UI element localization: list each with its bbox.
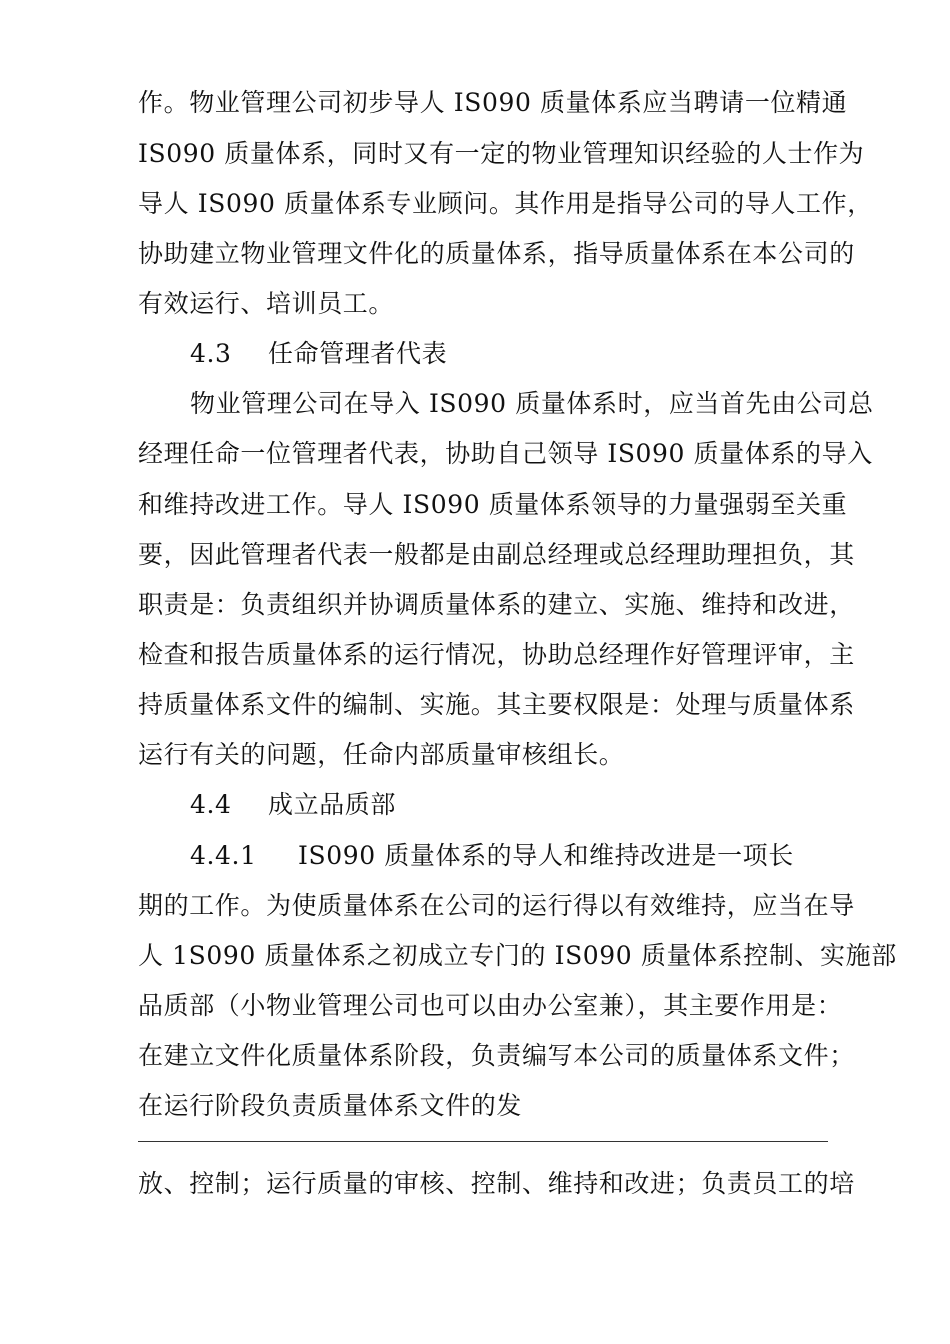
section-number: 4.3: [190, 339, 232, 368]
text-line: 放、控制；运行质量的审核、控制、维持和改进；负责员工的培: [138, 1169, 855, 1198]
text-line: 运行有关的问题，任命内部质量审核组长。: [138, 740, 625, 769]
section-heading-4-4: [190, 790, 396, 820]
text-line: 品质部（小物业管理公司也可以由办公室兼），其主要作用是：: [138, 991, 843, 1020]
text-line: 协助建立物业管理文件化的质量体系，指导质量体系在本公司的: [138, 239, 855, 268]
section-title: 成立品质部: [268, 790, 397, 819]
text-line: 经理任命一位管理者代表，协助自己领导 IS090 质量体系的导入: [138, 439, 873, 468]
text-line: 职责是：负责组织并协调质量体系的建立、实施、维持和改进，: [138, 590, 855, 619]
section-number: 4.4: [190, 790, 232, 819]
text-line: 持质量体系文件的编制、实施。其主要权限是：处理与质量体系: [138, 690, 855, 719]
text-line: 在建立文件化质量体系阶段，负责编写本公司的质量体系文件；: [138, 1041, 855, 1070]
text-line: 导人 IS090 质量体系专业顾问。其作用是指导公司的导人工作，: [138, 189, 873, 218]
text-line: 物业管理公司在导入 IS090 质量体系时，应当首先由公司总: [190, 389, 874, 418]
text-line: IS090 质量体系，同时又有一定的物业管理知识经验的人士作为: [138, 139, 865, 168]
text-line: 人 1S090 质量体系之初成立专门的 IS090 质量体系控制、实施部: [138, 941, 897, 970]
page-break-rule: [138, 1141, 828, 1142]
section-title: IS090 质量体系的导人和维持改进是一项长: [298, 841, 794, 870]
text-line: 有效运行、培训员工。: [138, 289, 395, 318]
text-line: 作。物业管理公司初步导人 IS090 质量体系应当聘请一位精通: [138, 88, 848, 117]
text-line: 期的工作。为使质量体系在公司的运行得以有效维持，应当在导: [138, 891, 855, 920]
text-line: 检查和报告质量体系的运行情况，协助总经理作好管理评审，主: [138, 640, 855, 669]
section-heading-4-4-1: [190, 841, 794, 871]
section-heading-4-3: [190, 339, 447, 369]
text-line: 在运行阶段负责质量体系文件的发: [138, 1091, 523, 1120]
section-title: 任命管理者代表: [268, 339, 448, 368]
text-line: 和维持改进工作。导人 IS090 质量体系领导的力量强弱至关重: [138, 490, 848, 519]
text-line: 要，因此管理者代表一般都是由副总经理或总经理助理担负，其: [138, 540, 855, 569]
section-number: 4.4.1: [190, 841, 257, 870]
